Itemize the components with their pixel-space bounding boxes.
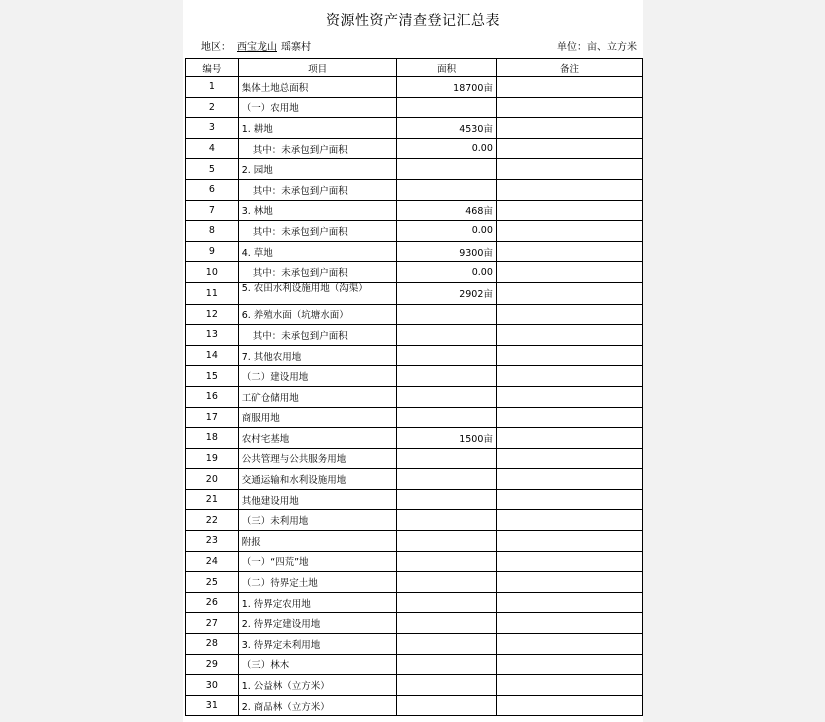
region-place: 西宝龙山 xyxy=(237,42,277,53)
table-row xyxy=(186,241,643,262)
cell-area[interactable] xyxy=(397,179,496,200)
header-item[interactable]: 项目 xyxy=(238,59,397,77)
cell-area[interactable] xyxy=(397,613,496,634)
cell-number[interactable]: 23 xyxy=(186,531,239,552)
cell-area[interactable]: 1500亩 xyxy=(397,428,496,449)
cell-area[interactable] xyxy=(397,386,496,407)
cell-number[interactable]: 22 xyxy=(186,510,239,531)
cell-note[interactable] xyxy=(496,304,642,325)
cell-area[interactable] xyxy=(397,675,496,696)
cell-area[interactable] xyxy=(397,634,496,655)
cell-note[interactable] xyxy=(496,592,642,613)
table-row xyxy=(186,179,643,200)
table-row xyxy=(186,489,643,510)
table-row xyxy=(186,386,643,407)
cell-item[interactable]: 1. 待界定农用地 xyxy=(238,592,397,613)
cell-note[interactable] xyxy=(496,345,642,366)
cell-area[interactable] xyxy=(397,97,496,118)
cell-item[interactable]: 2. 园地 xyxy=(238,159,397,180)
table-row xyxy=(186,634,643,655)
cell-item[interactable]: （一）“四荒”地 xyxy=(238,551,397,572)
meta-row xyxy=(201,38,637,52)
cell-area[interactable]: 9300亩 xyxy=(397,241,496,262)
cell-area[interactable] xyxy=(397,345,496,366)
cell-area[interactable]: 4530亩 xyxy=(397,118,496,139)
header-area[interactable]: 面积 xyxy=(397,59,496,77)
sheet-title: 资源性资产清查登记汇总表 xyxy=(326,13,500,29)
cell-note[interactable] xyxy=(496,572,642,593)
cell-item[interactable]: 2. 商品林（立方米） xyxy=(238,695,397,716)
cell-note[interactable] xyxy=(496,510,642,531)
table-row xyxy=(186,221,643,242)
cell-note[interactable] xyxy=(496,428,642,449)
cell-item[interactable]: 7. 其他农用地 xyxy=(238,345,397,366)
cell-number[interactable]: 2 xyxy=(186,97,239,118)
cell-note[interactable] xyxy=(496,551,642,572)
cell-item[interactable]: 集体土地总面积 xyxy=(238,77,397,98)
inventory-table xyxy=(185,58,643,716)
cell-number[interactable]: 8 xyxy=(186,221,239,242)
cell-area[interactable] xyxy=(397,407,496,428)
table-row xyxy=(186,675,643,696)
cell-note[interactable] xyxy=(496,366,642,387)
cell-number[interactable]: 9 xyxy=(186,241,239,262)
cell-note[interactable] xyxy=(496,118,642,139)
cell-note[interactable] xyxy=(496,386,642,407)
cell-area[interactable]: 468亩 xyxy=(397,200,496,221)
cell-number[interactable]: 10 xyxy=(186,262,239,283)
cell-note[interactable] xyxy=(496,221,642,242)
table-row xyxy=(186,200,643,221)
cell-number[interactable]: 3 xyxy=(186,118,239,139)
table-row xyxy=(186,572,643,593)
table-row xyxy=(186,592,643,613)
cell-item[interactable]: 6. 养殖水面（坑塘水面） xyxy=(238,304,397,325)
table-row xyxy=(186,366,643,387)
cell-item[interactable]: （一）农用地 xyxy=(238,97,397,118)
cell-number[interactable]: 1 xyxy=(186,77,239,98)
table-row xyxy=(186,304,643,325)
cell-note[interactable] xyxy=(496,469,642,490)
cell-item[interactable]: 其中：未承包到户面积 xyxy=(238,262,397,283)
header-number[interactable]: 编号 xyxy=(186,59,239,77)
cell-note[interactable] xyxy=(496,159,642,180)
cell-number[interactable]: 4 xyxy=(186,138,239,159)
cell-note[interactable] xyxy=(496,179,642,200)
cell-note[interactable] xyxy=(496,675,642,696)
cell-number[interactable]: 24 xyxy=(186,551,239,572)
cell-area[interactable]: 0.00 xyxy=(397,138,496,159)
table-row xyxy=(186,159,643,180)
cell-number[interactable]: 18 xyxy=(186,428,239,449)
cell-note[interactable] xyxy=(496,531,642,552)
cell-number[interactable]: 20 xyxy=(186,469,239,490)
region-village: 瑶寨村 xyxy=(281,42,311,53)
table-row xyxy=(186,345,643,366)
cell-number[interactable]: 5 xyxy=(186,159,239,180)
cell-number[interactable]: 25 xyxy=(186,572,239,593)
cell-area[interactable] xyxy=(397,325,496,346)
cell-item[interactable]: 附报 xyxy=(238,531,397,552)
cell-note[interactable] xyxy=(496,97,642,118)
cell-area[interactable] xyxy=(397,159,496,180)
cell-number[interactable]: 14 xyxy=(186,345,239,366)
cell-number[interactable]: 6 xyxy=(186,179,239,200)
table-row xyxy=(186,77,643,98)
cell-area[interactable] xyxy=(397,531,496,552)
cell-item[interactable]: 1. 耕地 xyxy=(238,118,397,139)
cell-area[interactable] xyxy=(397,366,496,387)
table-row xyxy=(186,551,643,572)
table-row xyxy=(186,531,643,552)
cell-item[interactable]: （二）待界定土地 xyxy=(238,572,397,593)
cell-area[interactable]: 0.00 xyxy=(397,221,496,242)
cell-number[interactable]: 17 xyxy=(186,407,239,428)
cell-note[interactable] xyxy=(496,613,642,634)
cell-item[interactable]: 农村宅基地 xyxy=(238,428,397,449)
table-row xyxy=(186,613,643,634)
cell-number[interactable]: 16 xyxy=(186,386,239,407)
spreadsheet-sheet xyxy=(183,0,643,722)
cell-item[interactable]: 3. 待界定未利用地 xyxy=(238,634,397,655)
cell-area[interactable] xyxy=(397,510,496,531)
table-row xyxy=(186,695,643,716)
table-row xyxy=(186,97,643,118)
cell-item[interactable]: 交通运输和水利设施用地 xyxy=(238,469,397,490)
cell-note[interactable] xyxy=(496,695,642,716)
cell-note[interactable] xyxy=(496,654,642,675)
cell-item[interactable]: 4. 草地 xyxy=(238,241,397,262)
cell-area[interactable] xyxy=(397,592,496,613)
cell-item[interactable]: 其他建设用地 xyxy=(238,489,397,510)
cell-note[interactable] xyxy=(496,325,642,346)
table-row xyxy=(186,118,643,139)
cell-note[interactable] xyxy=(496,241,642,262)
table-row xyxy=(186,469,643,490)
cell-number[interactable]: 15 xyxy=(186,366,239,387)
cell-item[interactable]: （三）林木 xyxy=(238,654,397,675)
cell-item[interactable]: 工矿仓储用地 xyxy=(238,386,397,407)
table-row xyxy=(186,510,643,531)
cell-number[interactable]: 28 xyxy=(186,634,239,655)
cell-area[interactable] xyxy=(397,572,496,593)
cell-area[interactable] xyxy=(397,489,496,510)
header-note[interactable]: 备注 xyxy=(496,59,642,77)
cell-item[interactable]: （二）建设用地 xyxy=(238,366,397,387)
cell-note[interactable] xyxy=(496,448,642,469)
table-row xyxy=(186,407,643,428)
table-row xyxy=(186,325,643,346)
cell-number[interactable]: 19 xyxy=(186,448,239,469)
table-row xyxy=(186,138,643,159)
cell-number[interactable]: 13 xyxy=(186,325,239,346)
cell-item[interactable]: 3. 林地 xyxy=(238,200,397,221)
cell-item[interactable]: 1. 公益林（立方米） xyxy=(238,675,397,696)
cell-note[interactable] xyxy=(496,282,642,304)
cell-note[interactable] xyxy=(496,200,642,221)
cell-area[interactable] xyxy=(397,469,496,490)
cell-note[interactable] xyxy=(496,407,642,428)
cell-area[interactable] xyxy=(397,448,496,469)
cell-area[interactable]: 2902亩 xyxy=(397,282,496,304)
table-row xyxy=(186,654,643,675)
cell-number[interactable]: 30 xyxy=(186,675,239,696)
cell-area[interactable]: 18700亩 xyxy=(397,77,496,98)
cell-number[interactable]: 11 xyxy=(186,282,239,304)
cell-item[interactable]: （三）未利用地 xyxy=(238,510,397,531)
cell-item[interactable]: 商服用地 xyxy=(238,407,397,428)
cell-number[interactable]: 31 xyxy=(186,695,239,716)
cell-area[interactable] xyxy=(397,654,496,675)
cell-note[interactable] xyxy=(496,489,642,510)
cell-item[interactable]: 其中：未承包到户面积 xyxy=(238,221,397,242)
table-row xyxy=(186,262,643,283)
cell-note[interactable] xyxy=(496,138,642,159)
cell-area[interactable]: 0.00 xyxy=(397,262,496,283)
region-info xyxy=(201,38,311,53)
cell-item[interactable]: 2. 待界定建设用地 xyxy=(238,613,397,634)
unit-label: 单位：亩、立方米 xyxy=(557,42,637,53)
table-header-row xyxy=(186,59,643,77)
cell-item[interactable]: 5. 农田水利设施用地（沟渠） xyxy=(238,282,397,304)
cell-number[interactable]: 7 xyxy=(186,200,239,221)
cell-number[interactable]: 29 xyxy=(186,654,239,675)
table-row xyxy=(186,448,643,469)
cell-item[interactable]: 其中：未承包到户面积 xyxy=(238,325,397,346)
table-row xyxy=(186,428,643,449)
cell-area[interactable] xyxy=(397,551,496,572)
table-row xyxy=(186,282,643,304)
region-label: 地区： xyxy=(201,42,231,53)
cell-number[interactable]: 12 xyxy=(186,304,239,325)
cell-note[interactable] xyxy=(496,262,642,283)
cell-item[interactable]: 其中：未承包到户面积 xyxy=(238,138,397,159)
cell-number[interactable]: 27 xyxy=(186,613,239,634)
cell-number[interactable]: 26 xyxy=(186,592,239,613)
cell-note[interactable] xyxy=(496,634,642,655)
cell-area[interactable] xyxy=(397,304,496,325)
cell-item[interactable]: 其中：未承包到户面积 xyxy=(238,179,397,200)
cell-note[interactable] xyxy=(496,77,642,98)
cell-number[interactable]: 21 xyxy=(186,489,239,510)
cell-area[interactable] xyxy=(397,695,496,716)
cell-item[interactable]: 公共管理与公共服务用地 xyxy=(238,448,397,469)
